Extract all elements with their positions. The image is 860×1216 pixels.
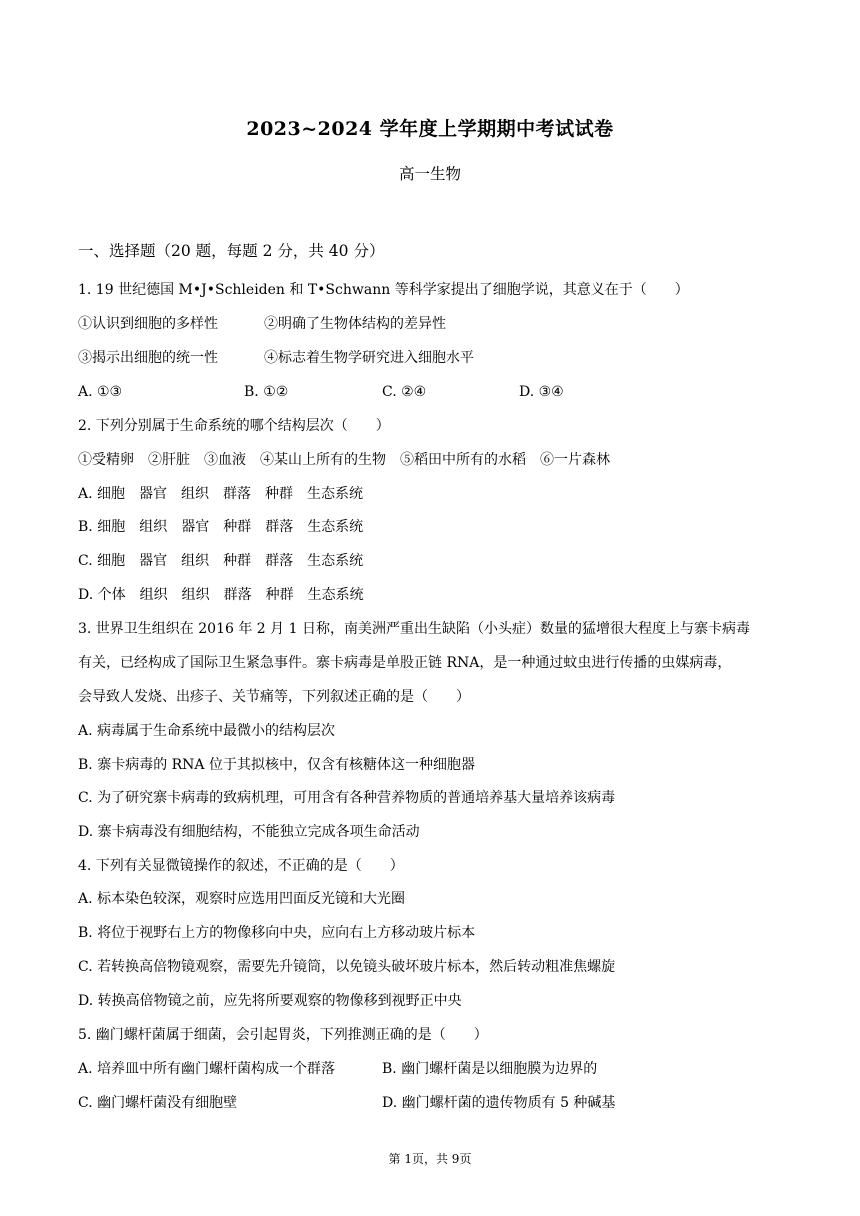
q3-stem-line-1: 3. 世界卫生组织在 2016 年 2 月 1 日称，南美洲严重出生缺陷（小头症）数量的猛增很大程度上与寨卡病毒 — [78, 621, 750, 637]
q1-item-4: ④标志着生物学研究进入细胞水平 — [264, 350, 474, 366]
q2-items: ①受精卵 ②肝脏 ③血液 ④某山上所有的生物 ⑤稻田中所有的水稻 ⑥一片森林 — [78, 452, 610, 468]
q2-option-a: A. 细胞 器官 组织 群落 种群 生态系统 — [78, 486, 364, 502]
q2-option-b: B. 细胞 组织 器官 种群 群落 生态系统 — [78, 519, 364, 535]
q4-option-c: C. 若转换高倍物镜观察，需要先升镜筒，以免镜头破坏玻片标本，然后转动粗准焦螺旋 — [78, 959, 616, 975]
q4-option-d: D. 转换高倍物镜之前，应先将所要观察的物像移到视野正中央 — [78, 993, 462, 1009]
q4-stem: 4. 下列有关显微镜操作的叙述，不正确的是（ ） — [78, 858, 404, 874]
q3-option-a: A. 病毒属于生命系统中最微小的结构层次 — [78, 723, 336, 739]
q1-option-c: C. ②④ — [382, 384, 427, 400]
q4-option-b: B. 将位于视野右上方的物像移向中央，应向右上方移动玻片标本 — [78, 925, 476, 941]
q5-option-c: C. 幽门螺杆菌没有细胞壁 — [78, 1095, 238, 1111]
q1-option-d: D. ③④ — [519, 384, 564, 400]
q5-option-d: D. 幽门螺杆菌的遗传物质有 5 种碱基 — [382, 1095, 616, 1111]
q5-stem: 5. 幽门螺杆菌属于细菌，会引起胃炎，下列推测正确的是（ ） — [78, 1027, 488, 1043]
q4-option-a: A. 标本染色较深，观察时应选用凹面反光镜和大光圈 — [78, 891, 406, 907]
q3-option-c: C. 为了研究寨卡病毒的致病机理，可用含有各种营养物质的普通培养基大量培养该病毒 — [78, 790, 616, 806]
q3-stem-line-2: 有关，已经构成了国际卫生紧急事件。寨卡病毒是单股正链 RNA，是一种通过蚊虫进行传播的虫媒病毒， — [78, 655, 732, 671]
q1-item-1: ①认识到细胞的多样性 — [78, 316, 218, 332]
q2-option-d: D. 个体 组织 组织 群落 种群 生态系统 — [78, 587, 364, 603]
q3-option-b: B. 寨卡病毒的 RNA 位于其拟核中，仅含有核糖体这一种细胞器 — [78, 757, 475, 773]
q5-option-b: B. 幽门螺杆菌是以细胞膜为边界的 — [382, 1061, 598, 1077]
q5-option-a: A. 培养皿中所有幽门螺杆菌构成一个群落 — [78, 1061, 336, 1077]
q2-option-c: C. 细胞 器官 组织 种群 群落 生态系统 — [78, 553, 364, 569]
exam-subtitle: 高一生物 — [398, 165, 461, 183]
q1-option-a: A. ①③ — [78, 384, 123, 400]
q1-item-3: ③揭示出细胞的统一性 — [78, 350, 218, 366]
q1-stem: 1. 19 世纪德国 M•J•Schleiden 和 T•Schwann 等科学家提出了细胞学说，其意义在于（ ） — [78, 282, 689, 298]
q3-stem-line-3: 会导致人发烧、出疹子、关节痛等，下列叙述正确的是（ ） — [78, 689, 470, 705]
exam-title: 2023~2024 学年度上学期期中考试试卷 — [246, 118, 614, 140]
page-number: 第 1页，共 9页 — [388, 1152, 472, 1166]
q1-item-2: ②明确了生物体结构的差异性 — [264, 316, 446, 332]
section-heading: 一、选择题（20 题，每题 2 分，共 40 分） — [78, 242, 385, 260]
q3-option-d: D. 寨卡病毒没有细胞结构，不能独立完成各项生命活动 — [78, 824, 420, 840]
q2-stem: 2. 下列分别属于生命系统的哪个结构层次（ ） — [78, 418, 390, 434]
q1-option-b: B. ①② — [244, 384, 289, 400]
